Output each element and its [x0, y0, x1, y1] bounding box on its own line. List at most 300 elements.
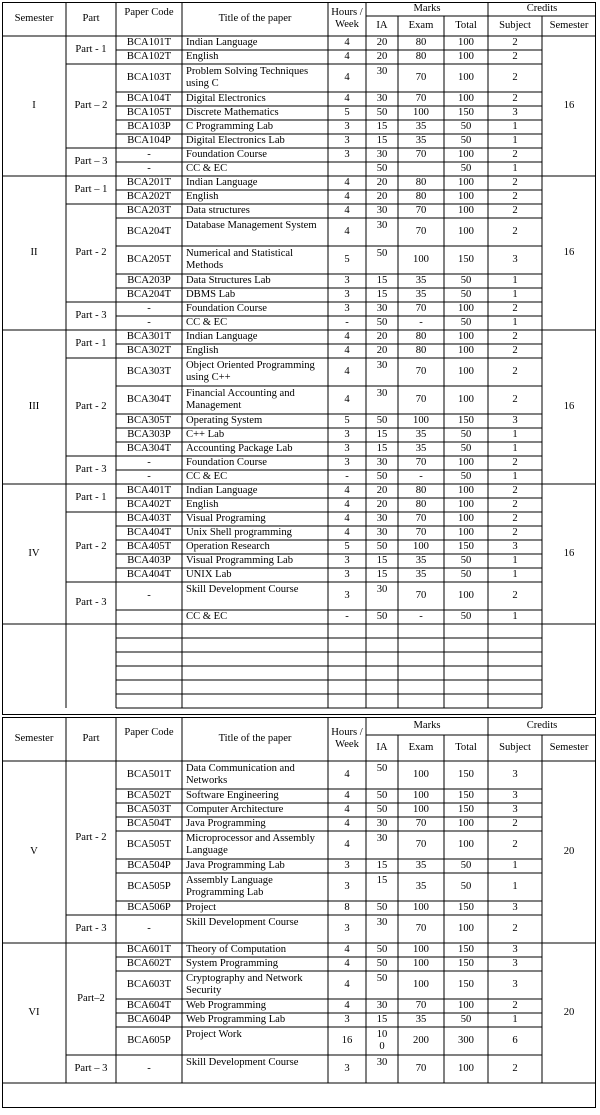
- cell-credit: 1: [512, 611, 518, 622]
- cell-hours: 4: [344, 979, 350, 990]
- cell-total: 100: [458, 923, 474, 934]
- cell-exam: 35: [415, 555, 427, 566]
- cell-ia: 50: [376, 248, 388, 259]
- cell-title: Foundation Course: [186, 149, 267, 160]
- cell-total: 100: [458, 499, 474, 510]
- cell-title: English: [186, 51, 219, 62]
- cell-title: Project: [186, 902, 217, 913]
- cell-total: 100: [458, 394, 474, 405]
- header-total: Total: [455, 20, 477, 31]
- cell-code: BCA104P: [127, 135, 171, 146]
- cell-ia: 15: [376, 289, 388, 300]
- cell-title: English: [186, 191, 219, 202]
- header-total: Total: [455, 742, 477, 753]
- cell-credit: 2: [512, 149, 518, 160]
- cell-title: Skill Development Course: [186, 917, 299, 928]
- cell-code: BCA604P: [127, 1014, 171, 1025]
- cell-ia: 30: [376, 917, 388, 928]
- cell-hours: 3: [344, 457, 350, 468]
- cell-title: Data Structures Lab: [186, 275, 271, 286]
- cell-credit: 1: [512, 569, 518, 580]
- header-marks: Marks: [413, 3, 441, 14]
- cell-code: BCA404T: [126, 527, 172, 538]
- cell-credit: 2: [512, 205, 518, 216]
- cell-ia: 15: [376, 275, 388, 286]
- cell-hours: 3: [344, 923, 350, 934]
- cell-credit: 2: [512, 923, 518, 934]
- cell-ia: 50: [376, 902, 388, 913]
- cell-title: Indian Language: [186, 37, 258, 48]
- cell-ia: 50: [376, 107, 388, 118]
- cell-code: BCA304T: [126, 443, 172, 454]
- cell-title: Operation Research: [186, 541, 270, 552]
- cell-ia: 30: [376, 584, 388, 595]
- cell-ia: 15: [376, 121, 388, 132]
- cell-ia: 50: [376, 163, 388, 174]
- cell-hours: 4: [344, 345, 350, 356]
- cell-title: Problem Solving Techniques using C: [186, 66, 309, 89]
- cell-hours: 3: [344, 429, 350, 440]
- cell-exam: 80: [415, 191, 427, 202]
- cell-hours: -: [345, 317, 349, 328]
- cell-total: 100: [458, 839, 474, 850]
- cell-exam: 80: [415, 51, 427, 62]
- semester-credits: 16: [563, 100, 575, 111]
- cell-credit: 2: [512, 303, 518, 314]
- cell-total: 150: [458, 541, 474, 552]
- cell-code: BCA101T: [126, 37, 172, 48]
- cell-title: Digital Electronics: [186, 93, 266, 104]
- cell-title: Assembly Language Programming Lab: [186, 875, 273, 898]
- cell-title: CC & EC: [186, 317, 228, 328]
- cell-code: BCA104T: [126, 93, 172, 104]
- cell-hours: 3: [344, 569, 350, 580]
- cell-title: Cryptography and Network Security: [186, 973, 303, 996]
- cell-hours: 3: [344, 289, 350, 300]
- part-label: Part - 2: [75, 247, 107, 258]
- curriculum-table-sem-5-6: [2, 717, 596, 1108]
- cell-title: Java Programming: [186, 818, 266, 829]
- cell-credit: 2: [512, 818, 518, 829]
- header-credits: Credits: [526, 3, 558, 14]
- part-label: Part - 3: [75, 923, 107, 934]
- cell-credit: 3: [512, 769, 518, 780]
- cell-total: 150: [458, 107, 474, 118]
- cell-ia: 50: [376, 763, 388, 774]
- cell-exam: 100: [413, 541, 429, 552]
- cell-credit: 1: [512, 429, 518, 440]
- cell-total: 100: [458, 818, 474, 829]
- cell-credit: 1: [512, 121, 518, 132]
- cell-ia: 15: [376, 875, 388, 886]
- header-hours-week-1: Hours / Week: [331, 7, 363, 30]
- cell-credit: 2: [512, 331, 518, 342]
- part-label: Part - 2: [75, 541, 107, 552]
- cell-credit: 2: [512, 345, 518, 356]
- part-label: Part – 1: [74, 184, 108, 195]
- cell-total: 150: [458, 415, 474, 426]
- cell-ia: 20: [376, 485, 388, 496]
- cell-exam: 80: [415, 331, 427, 342]
- cell-ia: 30: [376, 66, 388, 77]
- cell-code: -: [147, 471, 151, 482]
- cell-total: 50: [460, 555, 472, 566]
- semester-credits: 16: [563, 247, 575, 258]
- header-semester: Semester: [14, 13, 54, 24]
- cell-hours: 5: [344, 254, 350, 265]
- cell-credit: 2: [512, 37, 518, 48]
- cell-ia: 50: [376, 790, 388, 801]
- header-subject: Subject: [499, 742, 531, 753]
- cell-exam: 35: [415, 443, 427, 454]
- cell-exam: 35: [415, 1014, 427, 1025]
- cell-total: 100: [458, 303, 474, 314]
- cell-exam: 35: [415, 429, 427, 440]
- cell-exam: 80: [415, 345, 427, 356]
- header-subject: Subject: [499, 20, 531, 31]
- cell-hours: 4: [344, 93, 350, 104]
- cell-title: DBMS Lab: [186, 289, 236, 300]
- cell-credit: 3: [512, 804, 518, 815]
- part-label: Part–2: [77, 993, 105, 1004]
- header-part: Part: [82, 13, 100, 24]
- cell-total: 100: [458, 37, 474, 48]
- cell-hours: 3: [344, 275, 350, 286]
- cell-ia: 30: [376, 1057, 388, 1068]
- cell-total: 100: [458, 457, 474, 468]
- header-ia: IA: [376, 20, 388, 31]
- cell-credit: 2: [512, 93, 518, 104]
- cell-credit: 1: [512, 317, 518, 328]
- cell-title: Unix Shell programming: [186, 527, 292, 538]
- cell-credit: 3: [512, 979, 518, 990]
- cell-exam: 70: [415, 590, 427, 601]
- cell-hours: 8: [344, 902, 350, 913]
- cell-credit: 1: [512, 881, 518, 892]
- cell-credit: 3: [512, 107, 518, 118]
- cell-ia: 30: [376, 457, 388, 468]
- semester-name: III: [28, 401, 40, 412]
- cell-ia: 30: [376, 220, 388, 231]
- cell-code: BCA301T: [126, 331, 172, 342]
- cell-total: 100: [458, 51, 474, 62]
- cell-total: 50: [460, 289, 472, 300]
- cell-credit: 1: [512, 163, 518, 174]
- cell-title: Foundation Course: [186, 457, 267, 468]
- cell-exam: 100: [413, 769, 429, 780]
- cell-hours: 4: [344, 527, 350, 538]
- cell-hours: 16: [341, 1035, 353, 1046]
- part-label: Part - 1: [75, 492, 107, 503]
- cell-credit: 3: [512, 254, 518, 265]
- cell-total: 100: [458, 366, 474, 377]
- cell-credit: 1: [512, 555, 518, 566]
- cell-hours: 3: [344, 555, 350, 566]
- cell-hours: 4: [344, 804, 350, 815]
- cell-exam: 70: [415, 1063, 427, 1074]
- header-exam: Exam: [408, 742, 434, 753]
- header-paper-code: Paper Code: [124, 727, 174, 738]
- part-label: Part - 2: [75, 832, 107, 843]
- cell-code: BCA103T: [126, 72, 172, 83]
- cell-code: BCA201T: [126, 177, 172, 188]
- cell-credit: 2: [512, 1000, 518, 1011]
- cell-total: 50: [460, 443, 472, 454]
- cell-title: Web Programming: [186, 1000, 267, 1011]
- cell-exam: 100: [413, 944, 429, 955]
- cell-title: Discrete Mathematics: [186, 107, 279, 118]
- cell-hours: 4: [344, 958, 350, 969]
- cell-total: 100: [458, 93, 474, 104]
- cell-title: CC & EC: [186, 611, 228, 622]
- semester-name: V: [30, 846, 38, 857]
- cell-hours: 4: [344, 226, 350, 237]
- cell-hours: -: [345, 611, 349, 622]
- cell-hours: 4: [344, 191, 350, 202]
- cell-ia: 50: [376, 958, 388, 969]
- cell-credit: 2: [512, 366, 518, 377]
- cell-exam: 70: [415, 457, 427, 468]
- cell-exam: 70: [415, 923, 427, 934]
- cell-code: BCA203T: [126, 205, 172, 216]
- cell-code: -: [147, 149, 151, 160]
- part-label: Part – 3: [74, 156, 108, 167]
- cell-title: Computer Architecture: [186, 804, 284, 815]
- cell-title: Accounting Package Lab: [186, 443, 293, 454]
- cell-total: 50: [460, 860, 472, 871]
- cell-total: 150: [458, 958, 474, 969]
- part-label: Part - 1: [75, 44, 107, 55]
- cell-exam: 100: [413, 902, 429, 913]
- cell-total: 150: [458, 944, 474, 955]
- cell-ia: 50: [376, 944, 388, 955]
- cell-exam: 70: [415, 1000, 427, 1011]
- cell-exam: 80: [415, 177, 427, 188]
- cell-credit: 1: [512, 289, 518, 300]
- cell-ia: 20: [376, 331, 388, 342]
- cell-ia: 50: [376, 317, 388, 328]
- header-exam: Exam: [408, 20, 434, 31]
- cell-hours: 4: [344, 37, 350, 48]
- cell-hours: 4: [344, 177, 350, 188]
- cell-credit: 2: [512, 485, 518, 496]
- cell-ia: 20: [376, 345, 388, 356]
- cell-total: 100: [458, 226, 474, 237]
- cell-total: 50: [460, 163, 472, 174]
- cell-title: Visual Programming Lab: [186, 555, 294, 566]
- cell-exam: 70: [415, 839, 427, 850]
- cell-hours: 4: [344, 769, 350, 780]
- cell-code: BCA403P: [127, 555, 171, 566]
- cell-credit: 2: [512, 51, 518, 62]
- cell-exam: 70: [415, 366, 427, 377]
- cell-title: System Programming: [186, 958, 279, 969]
- part-label: Part - 3: [75, 464, 107, 475]
- cell-total: 50: [460, 471, 472, 482]
- cell-ia: 30: [376, 303, 388, 314]
- cell-hours: 4: [344, 205, 350, 216]
- cell-title: Data structures: [186, 205, 250, 216]
- cell-title: Database Management System: [186, 220, 317, 231]
- cell-total: 100: [458, 149, 474, 160]
- cell-exam: 70: [415, 527, 427, 538]
- cell-ia: 30: [376, 818, 388, 829]
- cell-hours: 5: [344, 415, 350, 426]
- cell-ia: 15: [376, 429, 388, 440]
- cell-hours: 3: [344, 149, 350, 160]
- cell-hours: 4: [344, 51, 350, 62]
- cell-credit: 2: [512, 499, 518, 510]
- cell-code: BCA103P: [127, 121, 171, 132]
- cell-code: BCA504T: [126, 818, 172, 829]
- cell-total: 50: [460, 135, 472, 146]
- cell-total: 150: [458, 790, 474, 801]
- cell-code: BCA401T: [126, 485, 172, 496]
- cell-total: 100: [458, 590, 474, 601]
- cell-code: BCA504P: [127, 860, 171, 871]
- cell-ia: 15: [376, 135, 388, 146]
- cell-ia: 15: [376, 555, 388, 566]
- cell-credit: 2: [512, 72, 518, 83]
- header-marks: Marks: [413, 720, 441, 731]
- cell-total: 100: [458, 513, 474, 524]
- cell-credit: 2: [512, 590, 518, 601]
- cell-exam: 100: [413, 804, 429, 815]
- cell-exam: 200: [413, 1035, 429, 1046]
- cell-ia: 50: [376, 471, 388, 482]
- cell-title: UNIX Lab: [186, 569, 232, 580]
- header-hours-week-2: Hours / Week: [331, 727, 363, 750]
- cell-total: 100: [458, 527, 474, 538]
- cell-total: 50: [460, 1014, 472, 1025]
- cell-ia: 50: [376, 804, 388, 815]
- cell-code: BCA302T: [126, 345, 172, 356]
- cell-code: BCA505T: [126, 839, 172, 850]
- cell-credit: 2: [512, 177, 518, 188]
- cell-code: BCA505P: [127, 881, 171, 892]
- cell-credit: 3: [512, 790, 518, 801]
- cell-title: CC & EC: [186, 471, 228, 482]
- header-title: Title of the paper: [218, 13, 292, 24]
- cell-total: 100: [458, 485, 474, 496]
- cell-code: BCA501T: [126, 769, 172, 780]
- cell-title: English: [186, 499, 219, 510]
- cell-title: Object Oriented Programming using C++: [186, 360, 315, 383]
- cell-ia: 30: [376, 149, 388, 160]
- cell-total: 50: [460, 317, 472, 328]
- cell-credit: 3: [512, 415, 518, 426]
- cell-credit: 2: [512, 226, 518, 237]
- cell-ia: 15: [376, 1014, 388, 1025]
- cell-exam: 70: [415, 205, 427, 216]
- cell-code: -: [147, 317, 151, 328]
- header-title: Title of the paper: [218, 733, 292, 744]
- cell-exam: 100: [413, 107, 429, 118]
- cell-exam: 70: [415, 818, 427, 829]
- cell-hours: 3: [344, 1063, 350, 1074]
- part-label: Part – 3: [74, 1063, 108, 1074]
- cell-code: BCA403T: [126, 513, 172, 524]
- cell-title: C Programming Lab: [186, 121, 274, 132]
- cell-ia: 30: [376, 205, 388, 216]
- cell-hours: 4: [344, 1000, 350, 1011]
- cell-hours: 5: [344, 541, 350, 552]
- cell-code: BCA203P: [127, 275, 171, 286]
- cell-code: BCA202T: [126, 191, 172, 202]
- cell-code: BCA404T: [126, 569, 172, 580]
- cell-code: BCA102T: [126, 51, 172, 62]
- cell-ia: 20: [376, 177, 388, 188]
- semester-name: I: [32, 100, 36, 111]
- header-paper-code: Paper Code: [124, 7, 174, 18]
- cell-total: 100: [458, 177, 474, 188]
- cell-ia: 30: [376, 93, 388, 104]
- cell-ia: 30: [376, 1000, 388, 1011]
- cell-hours: 4: [344, 944, 350, 955]
- cell-credit: 2: [512, 394, 518, 405]
- cell-code: BCA204T: [126, 226, 172, 237]
- cell-total: 150: [458, 769, 474, 780]
- cell-total: 100: [458, 331, 474, 342]
- cell-credit: 1: [512, 443, 518, 454]
- cell-code: -: [147, 590, 151, 601]
- cell-ia: 20: [376, 51, 388, 62]
- cell-title: Web Programming Lab: [186, 1014, 286, 1025]
- cell-exam: 35: [415, 569, 427, 580]
- semester-credits: 20: [563, 1007, 575, 1018]
- cell-code: -: [147, 457, 151, 468]
- part-label: Part - 3: [75, 310, 107, 321]
- cell-total: 100: [458, 1000, 474, 1011]
- cell-total: 100: [458, 191, 474, 202]
- header-semester-credits: Semester: [549, 742, 589, 753]
- cell-title: Theory of Computation: [186, 944, 287, 955]
- cell-ia: 30: [376, 833, 388, 844]
- cell-credit: 1: [512, 860, 518, 871]
- cell-total: 100: [458, 205, 474, 216]
- cell-code: BCA502T: [126, 790, 172, 801]
- semester-credits: 16: [563, 401, 575, 412]
- cell-total: 50: [460, 121, 472, 132]
- cell-exam: 35: [415, 881, 427, 892]
- cell-credit: 2: [512, 191, 518, 202]
- cell-code: BCA305T: [126, 415, 172, 426]
- cell-hours: 3: [344, 860, 350, 871]
- cell-exam: 80: [415, 499, 427, 510]
- cell-hours: 5: [344, 107, 350, 118]
- semester-name: VI: [28, 1007, 40, 1018]
- cell-code: BCA402T: [126, 499, 172, 510]
- cell-hours: 4: [344, 818, 350, 829]
- cell-hours: 4: [344, 394, 350, 405]
- cell-credit: 3: [512, 541, 518, 552]
- cell-hours: 3: [344, 303, 350, 314]
- cell-hours: 4: [344, 513, 350, 524]
- cell-title: C++ Lab: [186, 429, 225, 440]
- cell-code: BCA303T: [126, 366, 172, 377]
- cell-exam: 35: [415, 135, 427, 146]
- cell-credit: 1: [512, 471, 518, 482]
- cell-ia: 50: [376, 415, 388, 426]
- cell-exam: 100: [413, 958, 429, 969]
- cell-total: 50: [460, 881, 472, 892]
- cell-title: Visual Programing: [186, 513, 266, 524]
- cell-hours: -: [345, 471, 349, 482]
- cell-exam: 80: [415, 485, 427, 496]
- cell-title: Foundation Course: [186, 303, 267, 314]
- cell-code: BCA602T: [126, 958, 172, 969]
- cell-title: Data Communication and Networks: [186, 763, 295, 786]
